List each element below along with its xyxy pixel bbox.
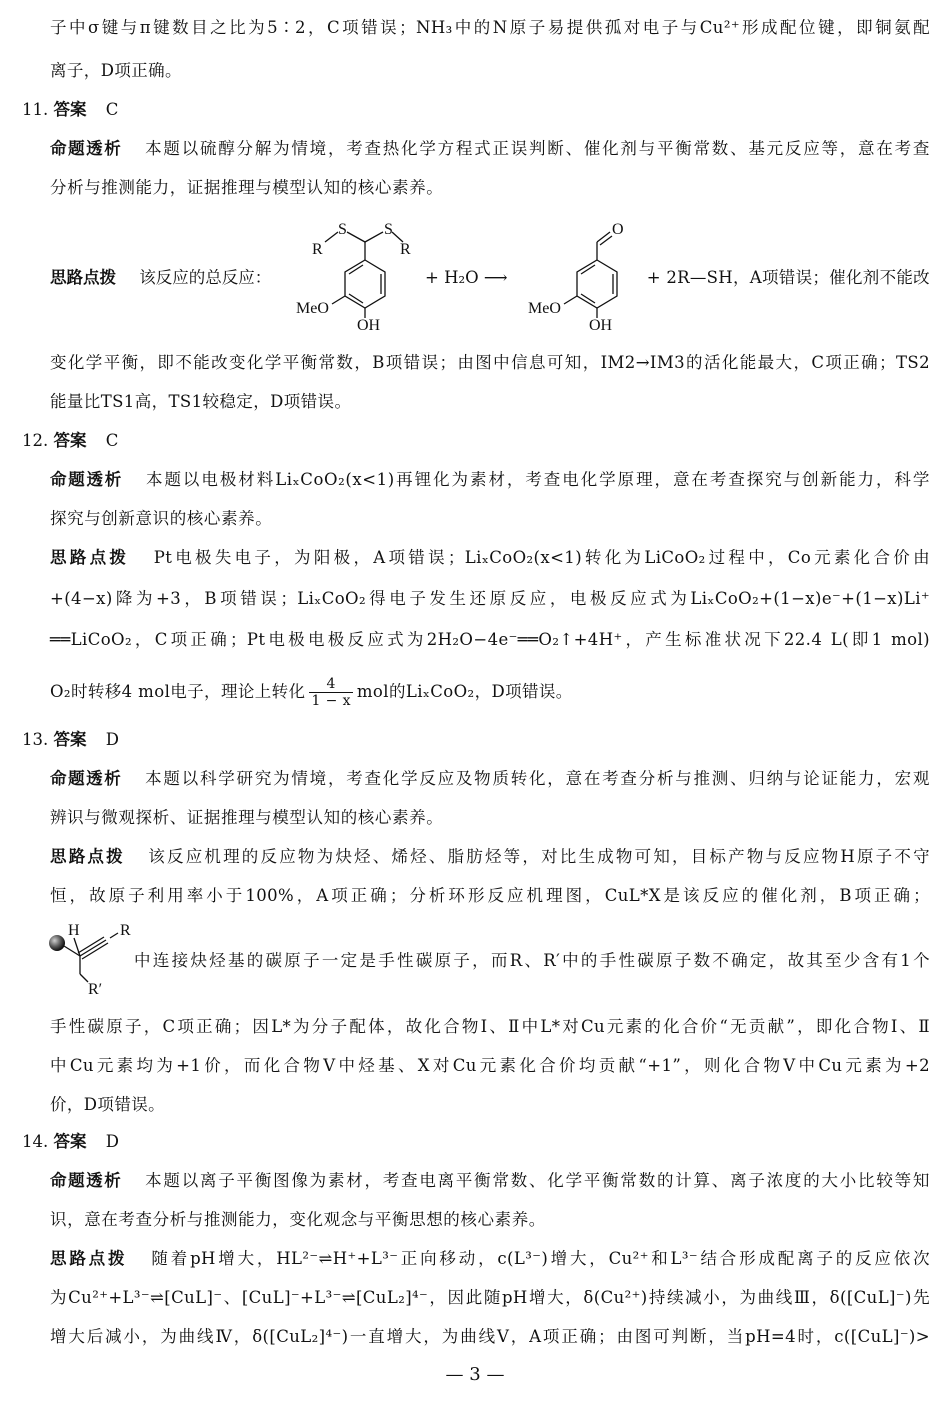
q12-analysis-label: 命题透析 xyxy=(50,470,124,489)
product-vanillin-structure xyxy=(522,212,632,337)
q13-hint-line-5: 价，D项错误。 xyxy=(50,1095,166,1114)
q11-after-product: + 2R—SH，A项错误；催化剂不能改 xyxy=(646,268,930,287)
q12-frac-num: 4 xyxy=(309,676,352,693)
q11-analysis-line-1 xyxy=(50,137,930,161)
q13-hint-label: 思路点拨 xyxy=(50,847,125,866)
q14-analysis-line-1 xyxy=(50,1169,930,1193)
q14-answer-label: 答案 xyxy=(53,1132,87,1151)
q13-hint-line-3: 手性碳原子，C项正确；因L*为分子配体，故化合物Ⅰ、Ⅱ中L*对Cu元素的化合价“无贡献”，即化合物Ⅰ、Ⅱ xyxy=(50,1017,930,1036)
q12-hint-line-3: ══LiCoO₂，C项正确；Pt电极电极反应式为2H₂O−4e⁻══O₂↑+4H⁺，产生标准状况下22.4 L(即1 mol) xyxy=(50,630,930,649)
q14-number: 14. xyxy=(22,1132,49,1151)
q13-number: 13. xyxy=(22,730,49,749)
q14-hint-line-2: 为Cu²⁺+L³⁻⇌[CuL]⁻、[CuL]⁻+L³⁻⇌[CuL₂]⁴⁻，因此随pH增大，δ(Cu²⁺)持续减小，为曲线Ⅲ，δ([CuL]⁻)先 xyxy=(50,1288,930,1307)
q13-answer: D xyxy=(105,730,119,749)
q11-hint-line-2: 能量比TS1高，TS1较稳定，D项错误。 xyxy=(50,392,352,411)
product-meo: MeO xyxy=(528,300,561,317)
q14-hint-text-1: 随着pH增大，HL²⁻⇌H⁺+L³⁻正向移动，c(L³⁻)增大，Cu²⁺和L³⁻结合形成配离子的反应依次 xyxy=(151,1249,930,1268)
propargyl-cu-structure xyxy=(44,916,136,996)
q13-analysis-text-1: 本题以科学研究为情境，考查化学反应及物质转化，意在考查分析与推测、归纳与论证能力，宏观 xyxy=(145,769,930,788)
q12-hint-label: 思路点拨 xyxy=(50,548,130,567)
q13-analysis-label: 命题透析 xyxy=(50,769,123,788)
q12-fraction xyxy=(309,676,352,709)
q12-hint-text-1: Pt电极失电子，为阳极，A项错误；LiₓCoO₂(x<1)转化为LiCoO₂过程中，Co元素化合价由 xyxy=(153,548,930,567)
product-oh: OH xyxy=(589,317,613,334)
q13-struct-line: 中连接炔烃基的碳原子一定是手性碳原子，而R、R′中的手性碳原子数不确定，故其至少含有1个 xyxy=(134,951,930,970)
q12-answer: C xyxy=(105,431,119,450)
q11-answer: C xyxy=(105,100,119,119)
q13-analysis-line-2: 辨识与微观探析、证据推理与模型认知的核心素养。 xyxy=(50,808,444,827)
reactant-dithioacetal-structure xyxy=(290,212,420,337)
q11-analysis-text-1: 本题以硫醇分解为情境，考查热化学方程式正误判断、催化剂与平衡常数、基元反应等，意在考查 xyxy=(145,139,930,158)
q13-hint-line-4: 中Cu元素均为+1价，而化合物Ⅴ中烃基、X对Cu元素化合价均贡献“+1”，则化合物Ⅴ中Cu元素为+2 xyxy=(50,1056,930,1075)
q11-hint-intro-text: 该反应的总反应： xyxy=(139,268,272,287)
q11-analysis-label: 命题透析 xyxy=(50,139,123,158)
reactant-r-2: R xyxy=(400,241,411,258)
q13-hint-line-1 xyxy=(50,845,930,869)
reactant-sulfur-1: S xyxy=(338,221,347,238)
q13-answer-label: 答案 xyxy=(53,730,87,749)
q13-header xyxy=(22,728,119,752)
q12-analysis-line-1 xyxy=(50,468,930,492)
q14-header xyxy=(22,1130,119,1154)
q12-last-pre: O₂时转移4 mol电子，理论上转化 xyxy=(50,682,306,701)
q12-header xyxy=(22,429,118,453)
q12-analysis-line-2: 探究与创新意识的核心素养。 xyxy=(50,509,273,528)
q14-hint-line-1 xyxy=(50,1247,930,1271)
reactant-oh: OH xyxy=(357,317,381,334)
q11-header xyxy=(22,98,118,122)
q11-answer-label: 答案 xyxy=(53,100,87,119)
q12-hint-line-4 xyxy=(50,676,930,709)
page-number: — 3 — xyxy=(445,1364,505,1385)
q12-answer-label: 答案 xyxy=(53,431,87,450)
q12-last-post: mol的LiₓCoO₂，D项错误。 xyxy=(356,682,573,701)
q14-analysis-line-2: 识，意在考查分析与推测能力，变化观念与平衡思想的核心素养。 xyxy=(50,1210,546,1229)
q14-hint-line-3: 增大后减小，为曲线Ⅳ，δ([CuL₂]⁴⁻)一直增大，为曲线Ⅴ，A项正确；由图可判断，当pH=4时，c([CuL]⁻)> xyxy=(50,1327,930,1346)
struct-r-prime-label: R′ xyxy=(88,981,103,996)
reactant-r-1: R xyxy=(312,241,323,258)
q12-number: 12. xyxy=(22,431,49,450)
q14-analysis-label: 命题透析 xyxy=(50,1171,123,1190)
q11-number: 11. xyxy=(22,100,49,119)
q10-line-1: 子中σ键与π键数目之比为5∶2，C项错误；NH₃中的N原子易提供孤对电子与Cu²⁺形成配位键，即铜氨配 xyxy=(50,18,930,37)
q11-plus-water: + H₂O ⟶ xyxy=(425,268,508,287)
q14-hint-label: 思路点拨 xyxy=(50,1249,128,1268)
q11-hint-line-1: 变化学平衡，即不能改变化学平衡常数，B项错误；由图中信息可知，IM2→IM3的活化能最大，C项正确；TS2 xyxy=(50,353,930,372)
q12-hint-line-1 xyxy=(50,546,930,570)
q11-hint-label: 思路点拨 xyxy=(50,268,116,287)
reactant-meo: MeO xyxy=(296,300,329,317)
q10-line-2: 离子，D项正确。 xyxy=(50,61,182,80)
q12-analysis-text-1: 本题以电极材料LiₓCoO₂(x<1)再锂化为素材，考查电化学原理，意在考查探究与创新能力，科学 xyxy=(146,470,930,489)
q14-answer: D xyxy=(105,1132,119,1151)
q13-hint-text-1: 该反应机理的反应物为炔烃、烯烃、脂肪烃等，对比生成物可知，目标产物与反应物H原子不守 xyxy=(148,847,930,866)
catalyst-ball-icon xyxy=(49,935,65,951)
q12-frac-den: 1 − x xyxy=(311,693,351,709)
product-oxygen: O xyxy=(612,221,624,238)
q12-hint-line-2: +(4−x)降为+3，B项错误；LiₓCoO₂得电子发生还原反应，电极反应式为LiₓCoO₂+(1−x)e⁻+(1−x)Li⁺ xyxy=(50,589,930,608)
q14-analysis-text-1: 本题以离子平衡图像为素材，考查电离平衡常数、化学平衡常数的计算、离子浓度的大小比较等知 xyxy=(145,1171,930,1190)
struct-h-label: H xyxy=(68,922,80,939)
reactant-sulfur-2: S xyxy=(384,221,393,238)
q13-hint-line-2: 恒，故原子利用率小于100%，A项正确；分析环形反应机理图，CuL*X是该反应的催化剂，B项正确； xyxy=(50,886,930,905)
q13-analysis-line-1 xyxy=(50,767,930,791)
q11-hint-intro xyxy=(50,266,271,290)
q11-analysis-line-2: 分析与推测能力，证据推理与模型认知的核心素养。 xyxy=(50,178,444,197)
struct-r-label: R xyxy=(120,922,131,939)
